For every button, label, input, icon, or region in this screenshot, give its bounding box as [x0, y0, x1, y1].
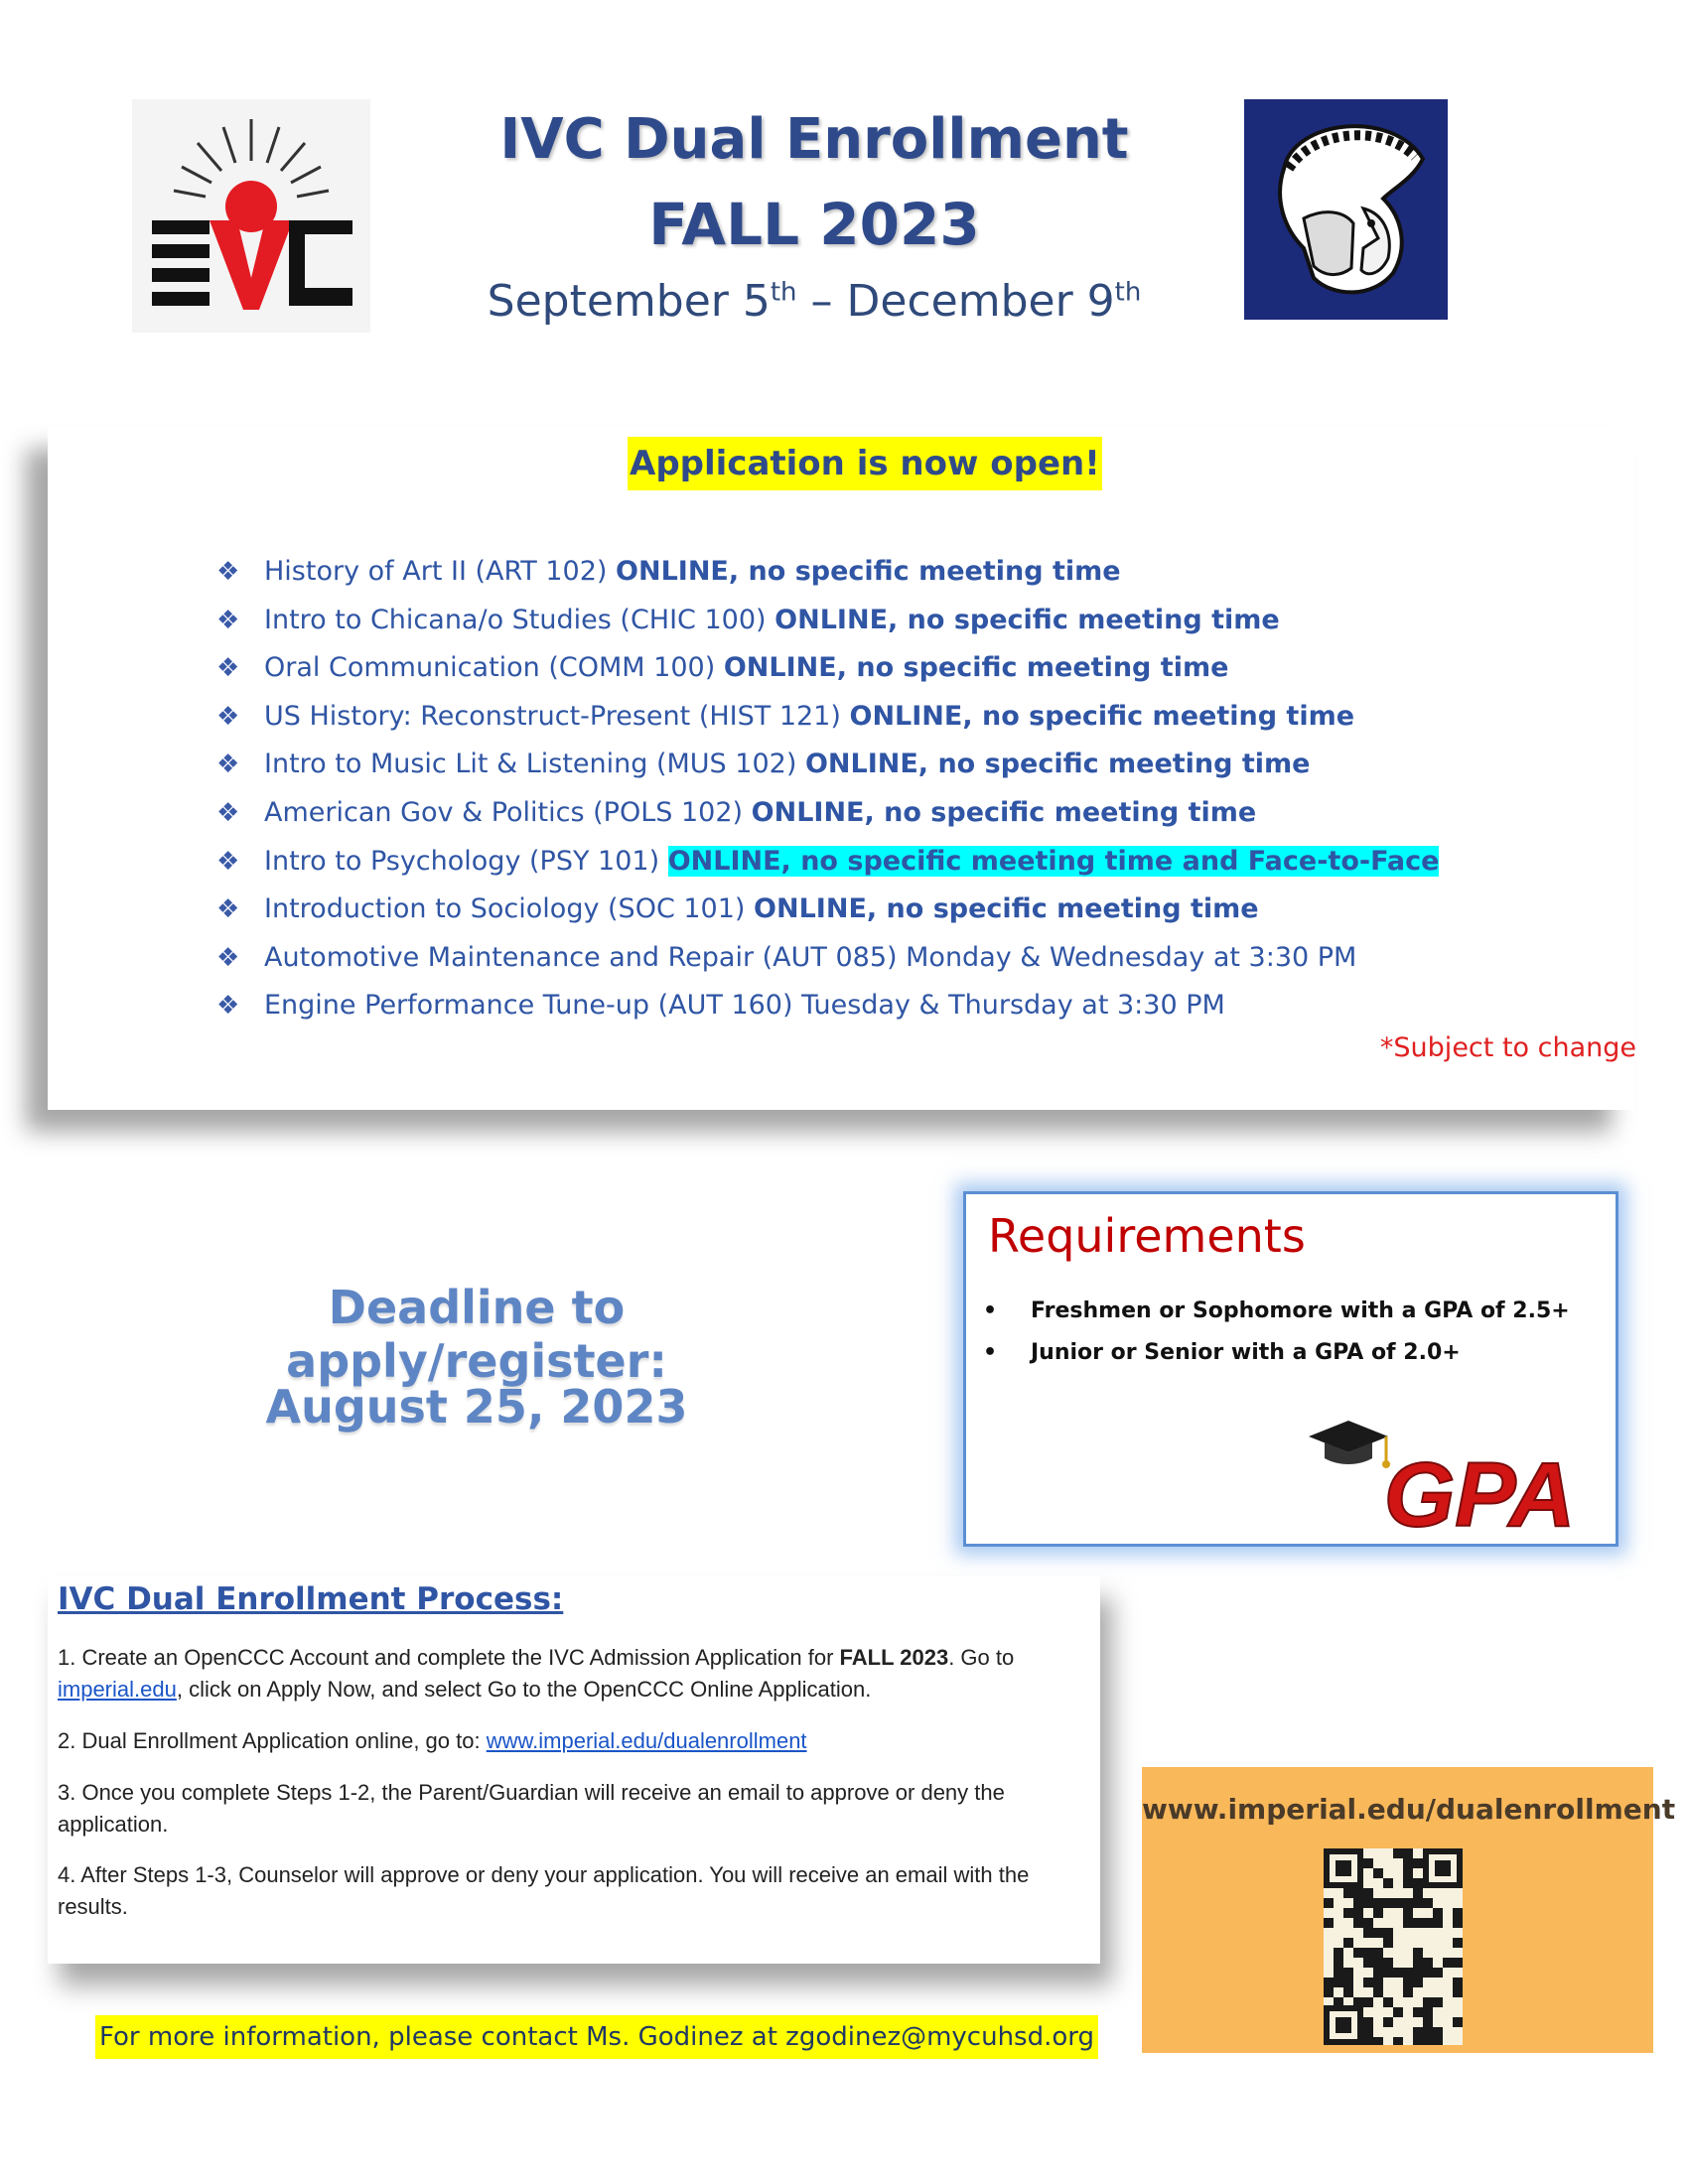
ivc-sunburst-logo-icon: [132, 99, 370, 333]
course-name: Engine Performance Tune-up (AUT 160) Tuesday & Thursday at 3:30 PM: [264, 990, 1225, 1022]
step-text: 2. Dual Enrollment Application online, go to:: [58, 1728, 487, 1753]
process-step-2: [58, 1725, 1090, 1757]
course-mode: ONLINE, no specific meeting time: [723, 652, 1229, 684]
graduation-cap-icon: [1301, 1415, 1599, 1539]
term-dates: [377, 276, 1251, 327]
diamond-bullet-icon: ❖: [216, 991, 240, 1022]
diamond-bullet-icon: ❖: [216, 653, 240, 684]
start-date: September 5: [487, 276, 771, 327]
diamond-bullet-icon: ❖: [216, 894, 240, 925]
course-name: Intro to Chicana/o Studies (CHIC 100): [264, 604, 767, 635]
course-mode: ONLINE, no specific meeting time: [754, 893, 1259, 925]
qr-code-graphic: [1324, 1848, 1463, 2045]
requirement-text: Junior or Senior with a GPA of 2.0+: [1031, 1340, 1461, 1365]
course-name: US History: Reconstruct-Present (HIST 121): [264, 700, 841, 732]
course-mode: ONLINE, no specific meeting time: [616, 556, 1121, 587]
page-title: IVC Dual Enrollment: [499, 107, 1129, 172]
end-date-suffix: th: [1114, 277, 1142, 308]
term-title: FALL 2023: [648, 191, 980, 258]
course-mode: ONLINE, no specific meeting time: [751, 796, 1257, 828]
course-mode-highlighted: ONLINE, no specific meeting time and Face-to-Face: [667, 845, 1440, 877]
subject-to-change-note: *Subject to change: [1379, 1032, 1636, 1063]
ivc-logo: [132, 99, 370, 333]
course-item: [216, 741, 1439, 789]
process-step-1: [58, 1642, 1090, 1706]
course-name: Intro to Music Lit & Listening (MUS 102): [264, 749, 797, 780]
requirement-text: Freshmen or Sophomore with a GPA of 2.5+: [1031, 1298, 1570, 1323]
step-term: FALL 2023: [839, 1645, 949, 1670]
diamond-bullet-icon: ❖: [216, 750, 240, 780]
gpa-text: GPA: [1383, 1444, 1576, 1539]
diamond-bullet-icon: ❖: [216, 942, 240, 973]
diamond-bullet-icon: ❖: [216, 797, 240, 828]
process-step-4: 4. After Steps 1-3, Counselor will approve or deny your application. You will receive an email with the results.: [58, 1862, 1030, 1919]
course-name: American Gov & Politics (POLS 102): [264, 796, 744, 828]
step-text: . Go to: [948, 1645, 1015, 1670]
spartan-mascot-logo: [1244, 99, 1448, 320]
start-date-suffix: th: [770, 277, 797, 308]
imperial-edu-link[interactable]: imperial.edu: [58, 1677, 177, 1702]
requirement-item: [983, 1332, 1570, 1374]
course-name: Intro to Psychology (PSY 101): [264, 845, 660, 877]
deadline-label: Deadline to apply/register:: [286, 1281, 667, 1388]
course-mode: ONLINE, no specific meeting time: [804, 749, 1311, 780]
course-mode: ONLINE, no specific meeting time: [849, 700, 1355, 732]
course-item: [216, 934, 1439, 983]
course-mode: ONLINE, no specific meeting time: [774, 604, 1280, 635]
contact-info: For more information, please contact Ms. Godinez at zgodinez@mycuhsd.org: [95, 2015, 1098, 2059]
bullet-icon: •: [983, 1298, 998, 1323]
bullet-icon: •: [983, 1340, 998, 1365]
requirements-list: [983, 1291, 1570, 1374]
process-step-3: 3. Once you complete Steps 1-2, the Parent/Guardian will receive an email to approve or deny the application.: [58, 1780, 1005, 1837]
course-list: [216, 548, 1439, 1030]
course-name: Oral Communication (COMM 100): [264, 652, 716, 684]
process-title: IVC Dual Enrollment Process:: [58, 1581, 564, 1617]
diamond-bullet-icon: ❖: [216, 605, 240, 635]
spartan-helmet-icon: [1244, 99, 1448, 320]
step-text: 1. Create an OpenCCC Account and complete the IVC Admission Application for: [58, 1645, 840, 1670]
diamond-bullet-icon: ❖: [216, 701, 240, 732]
course-item: [216, 838, 1439, 887]
course-item: [216, 693, 1439, 742]
application-open-banner: Application is now open!: [628, 437, 1102, 490]
deadline-date: August 25, 2023: [265, 1380, 688, 1433]
course-name: History of Art II (ART 102): [264, 556, 608, 587]
end-date: – December 9: [796, 276, 1115, 327]
course-item: [216, 886, 1439, 934]
requirements-title: Requirements: [988, 1209, 1306, 1263]
course-item: [216, 982, 1439, 1030]
course-name: Automotive Maintenance and Repair (AUT 085) Monday & Wednesday at 3:30 PM: [264, 941, 1357, 973]
course-item: [216, 644, 1439, 693]
diamond-bullet-icon: ❖: [216, 846, 240, 877]
gpa-graphic: [1301, 1415, 1599, 1539]
course-item: [216, 597, 1439, 645]
dual-enrollment-link[interactable]: www.imperial.edu/dualenrollment: [486, 1728, 807, 1753]
qr-url: www.imperial.edu/dualenrollment: [1142, 1793, 1676, 1826]
step-text: , click on Apply Now, and select Go to the OpenCCC Online Application.: [176, 1677, 872, 1702]
requirement-item: [983, 1291, 1570, 1332]
course-item: [216, 548, 1439, 597]
diamond-bullet-icon: ❖: [216, 557, 240, 587]
qr-code-icon[interactable]: [1324, 1848, 1463, 2045]
course-item: [216, 789, 1439, 838]
course-name: Introduction to Sociology (SOC 101): [264, 893, 746, 925]
